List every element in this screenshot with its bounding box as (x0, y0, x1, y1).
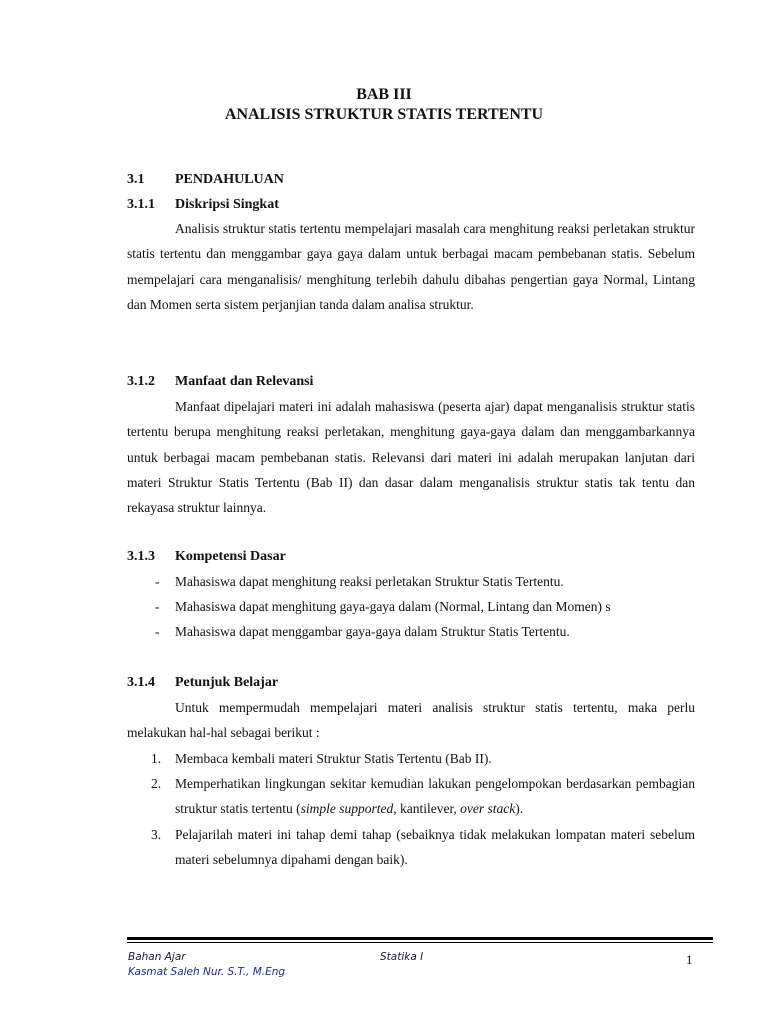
item-number: 1. (151, 751, 162, 766)
footer-author: Kasmat Saleh Nur. S.T., M.Eng (128, 966, 286, 978)
section-heading-3-1-1 (127, 197, 279, 213)
paragraph-petunjuk-belajar: Untuk mempermudah mempelajari materi analisis struktur statis tertentu, maka perlu melakukan hal-hal sebagai berikut : (127, 700, 695, 741)
section-heading-3-1-3 (127, 549, 286, 565)
section-heading-3-1 (127, 172, 284, 188)
footer-rule-thin (127, 942, 713, 943)
section-number: 3.1.1 (127, 197, 155, 212)
bullet-dash: - (155, 624, 160, 639)
bullet-dash: - (155, 599, 160, 614)
section-number: 3.1.2 (127, 374, 155, 389)
item-italic-term: simple supported (300, 801, 394, 817)
numbered-item (127, 771, 695, 822)
item-text-part: Memperhatikan lingkungan sekitar kemudian lakukan pengelompokan berdasarkan pembagian struktur statis tertentu ( (175, 776, 695, 817)
item-text-part: , kantilever, (393, 801, 461, 817)
item-text-part: ). (515, 801, 524, 817)
section-number: 3.1 (127, 172, 145, 187)
paragraph-manfaat-relevansi: Manfaat dipelajari materi ini adalah mahasiswa (peserta ajar) dapat menganalisis struktur statis tertentu berupa menghitung reaksi perletakan, menghitung gaya-gaya dalam dan menggambarkannya untuk berbagai macam pembebanan statis. Relevansi dari materi ini adalah merupakan lanjutan dari materi Struktur Statis Tertentu (Bab II) dan dasar dalam menganalisis struktur statis tak tentu dan rekayasa struktur lainnya. (127, 399, 695, 516)
section-heading-3-1-2 (127, 374, 314, 390)
item-number: 2. (151, 776, 162, 791)
section-number: 3.1.4 (127, 675, 155, 690)
page-number: 1 (686, 952, 693, 967)
bullet-dash: - (155, 574, 160, 589)
section-title: Petunjuk Belajar (175, 675, 279, 690)
section-title: Kompetensi Dasar (175, 549, 286, 564)
section-title: Manfaat dan Relevansi (175, 374, 314, 389)
section-title: Diskripsi Singkat (175, 197, 279, 212)
numbered-item (127, 746, 695, 771)
chapter-title: ANALISIS STRUKTUR STATIS TERTENTU (224, 106, 544, 123)
section-number: 3.1.3 (127, 549, 155, 564)
item-text: Pelajarilah materi ini tahap demi tahap (sebaiknya tidak melakukan lompatan materi sebelum materi sebelumnya dipahami dengan baik). (175, 827, 695, 868)
bullet-text: Mahasiswa dapat menghitung gaya-gaya dalam (Normal, Lintang dan Momen) s (175, 599, 611, 614)
footer-course: Statika I (380, 951, 424, 963)
bullet-text: Mahasiswa dapat menggambar gaya-gaya dalam Struktur Statis Tertentu. (175, 624, 570, 639)
item-italic-term: over stack (460, 801, 516, 817)
chapter-label: BAB III (356, 86, 412, 103)
item-number: 3. (151, 827, 162, 842)
section-heading-3-1-4 (127, 675, 279, 691)
footer-doc-type: Bahan Ajar (128, 951, 186, 963)
footer-rule-thick (127, 937, 713, 940)
section-title: PENDAHULUAN (175, 172, 284, 187)
paragraph-diskripsi-singkat: Analisis struktur statis tertentu mempelajari masalah cara menghitung reaksi perletakan struktur statis tertentu dan menggambar gaya gaya dalam untuk berbagai macam pembebanan statis. Sebelum mempelajari cara menganalisis/ menghitung terlebih dahulu dibahas pengertian gaya Normal, Lintang dan Momen serta sistem perjanjian tanda dalam analisa struktur. (127, 221, 695, 312)
item-text (175, 771, 695, 822)
item-text: Membaca kembali materi Struktur Statis Tertentu (Bab II). (175, 751, 492, 766)
numbered-item (127, 822, 695, 873)
bullet-text: Mahasiswa dapat menghitung reaksi perletakan Struktur Statis Tertentu. (175, 574, 564, 589)
